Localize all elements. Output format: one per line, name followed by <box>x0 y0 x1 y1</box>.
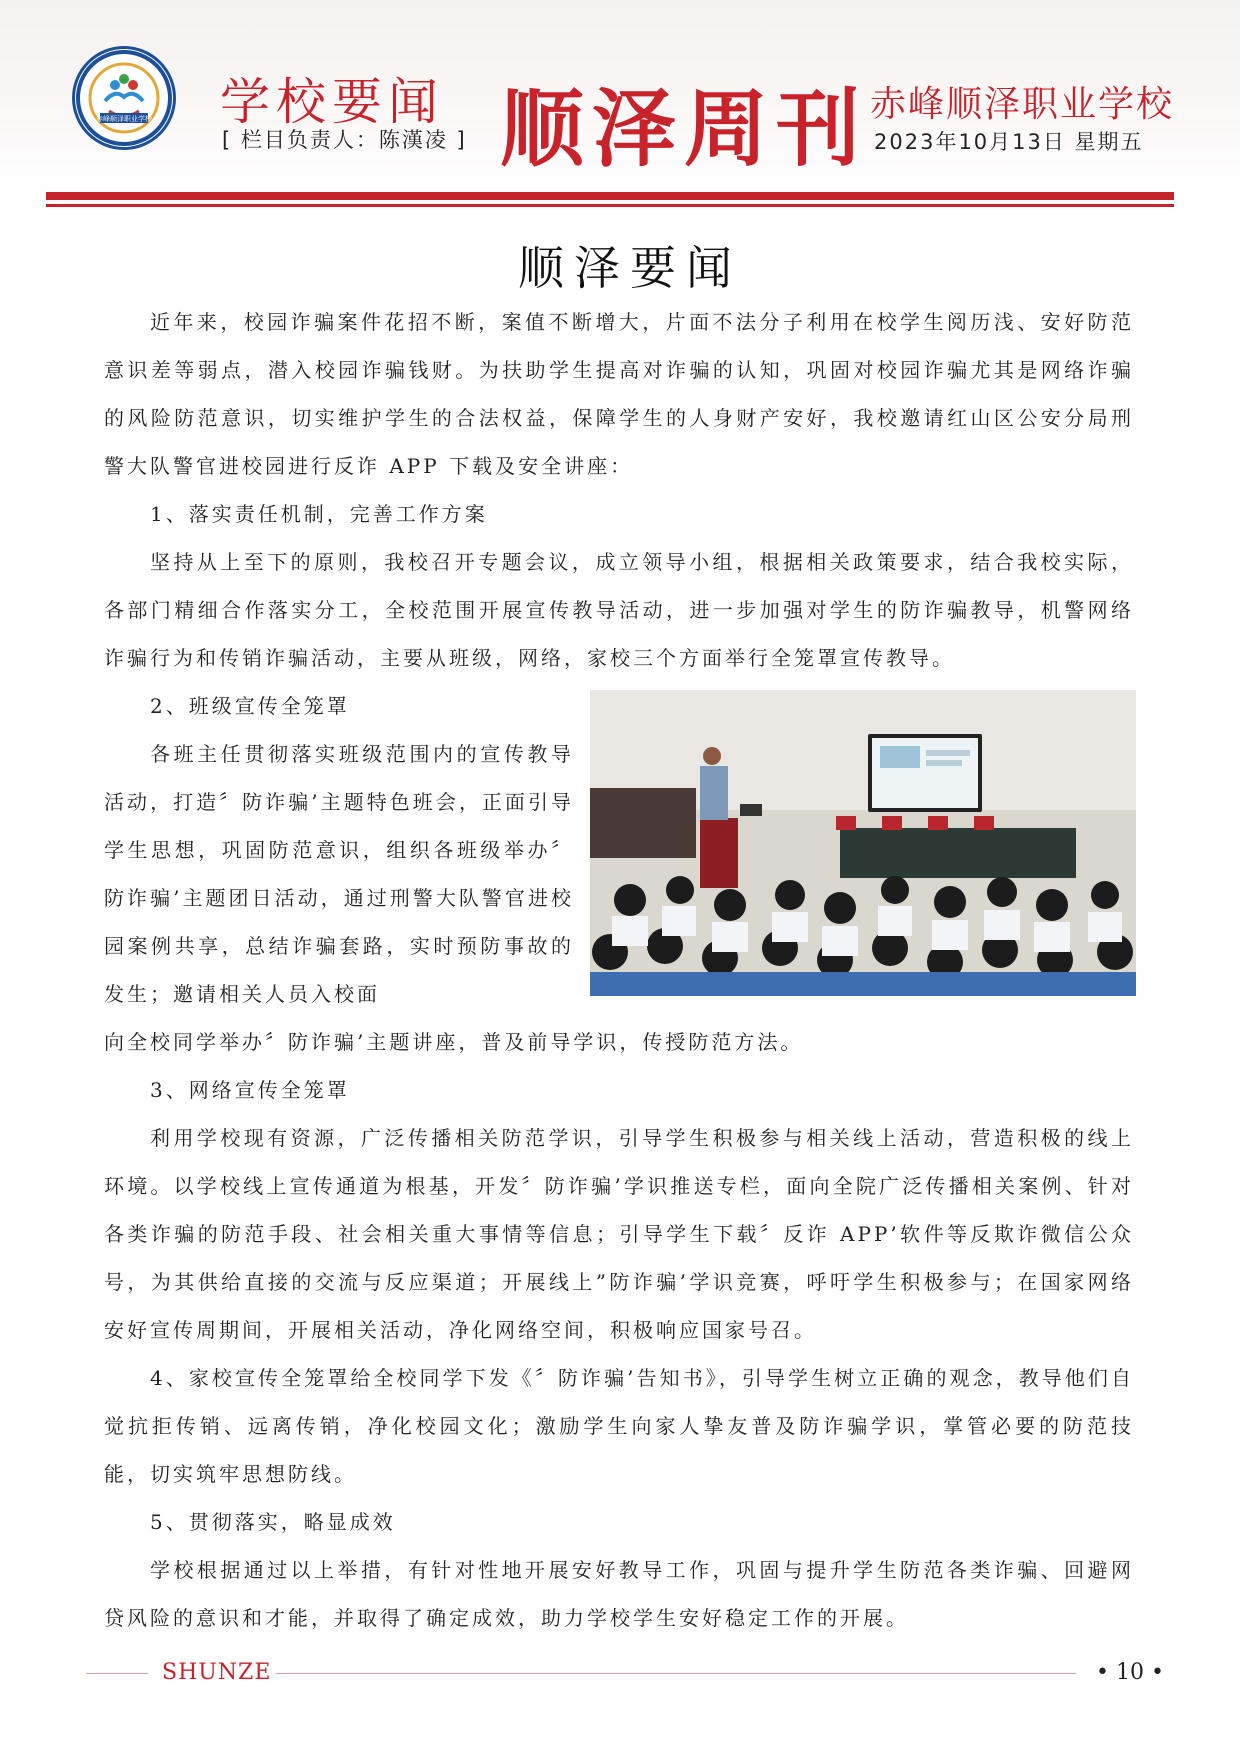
paragraph-2: 各班主任贯彻落实班级范围内的宣传教导活动，打造〞防诈骗’主题特色班会，正面引导学生思想，巩固防范意识，组织各班级举办〞防诈骗’主题团日活动，通过刑警大队警官进校园案例共享，总结诈骗套路，实时预防事故的发生；邀请相关人员入校面 <box>104 742 574 1006</box>
footer-rule-right <box>276 1673 1076 1674</box>
paragraph-1: 坚持从上至下的原则，我校召开专题会议，成立领导小组，根据相关政策要求，结合我校实际，各部门精细合作落实分工，全校范围开展宣传教导活动，进一步加强对学生的防诈骗教导，机警网络诈骗行为和传销诈骗活动，主要从班级，网络，家校三个方面举行全笼罩宣传教导。 <box>104 550 1134 670</box>
heading-2: 2、班级宣传全笼罩 <box>150 694 350 718</box>
logo-text: 赤峰顺泽职业学校 <box>96 115 152 123</box>
school-logo-icon <box>75 49 173 147</box>
heading-1: 1、落实责任机制，完善工作方案 <box>150 502 488 526</box>
school-logo <box>72 46 176 150</box>
heading-3: 3、网络宣传全笼罩 <box>150 1078 350 1102</box>
article-title: 顺泽要闻 <box>518 241 742 295</box>
paragraph-3: 利用学校现有资源，广泛传播相关防范学识，引导学生积极参与相关线上活动，营造积极的线上环境。以学校线上宣传通道为根基，开发〞防诈骗’学识推送专栏，面向全院广泛传播相关案例、针对各类诈骗的防范手段、社会相关重大事情等信息；引导学生下载〞反诈 APP’软件等反欺诈微信公众号，为其供给直接的交流与反应渠道；开展线上”防诈骗’学识竞赛，呼吁学生积极参与；在国家网络安好宣传周期间，开展相关活动，净化网络空间，积极响应国家号召。 <box>104 1126 1134 1342</box>
page-number: • 10 • <box>1096 1660 1164 1685</box>
footer-brand: SHUNZE <box>162 1660 272 1685</box>
paragraph-5: 学校根据通过以上举措，有针对性地开展安好教导工作，巩固与提升学生防范各类诈骗、回避网贷风险的意识和才能，并取得了确定成效，助力学校学生安好稳定工作的开展。 <box>104 1558 1134 1630</box>
header-rule-thick <box>46 192 1174 200</box>
masthead <box>0 0 1240 196</box>
magazine-title: 顺泽周刊 <box>500 80 869 178</box>
header-rule-thin <box>46 204 1174 207</box>
footer-rule-left <box>86 1673 148 1674</box>
school-name: 赤峰顺泽职业学校 <box>870 84 1175 125</box>
paragraph-2-continued: 向全校同学举办〞防诈骗’主题讲座，普及前导学识，传授防范方法。 <box>104 1030 804 1054</box>
paragraph-intro: 近年来，校园诈骗案件花招不断，案值不断增大，片面不法分子利用在校学生阅历浅、安好防范意识差等弱点，潜入校园诈骗钱财。为扶助学生提高对诈骗的认知，巩固对校园诈骗尤其是网络诈骗的风险防范意识，切实维护学生的合法权益，保障学生的人身财产安好，我校邀请红山区公安分局刑警大队警官进校园进行反诈 APP 下载及安全讲座： <box>104 310 1134 478</box>
paragraph-4: 4、家校宣传全笼罩给全校同学下发《〞防诈骗’告知书》，引导学生树立正确的观念，教导他们自觉抗拒传销、远离传销，净化校园文化；激励学生向家人挚友普及防诈骗学识，掌管必要的防范技能，切实筑牢思想防线。 <box>104 1366 1134 1486</box>
column-name: 学校要闻 <box>220 73 444 131</box>
issue-date: 2023年10月13日 星期五 <box>874 130 1144 154</box>
lecture-photo <box>590 690 1136 996</box>
heading-5: 5、贯彻落实，略显成效 <box>150 1510 396 1534</box>
column-responsible: [ 栏目负责人：陈漢凌 ] <box>222 128 467 152</box>
